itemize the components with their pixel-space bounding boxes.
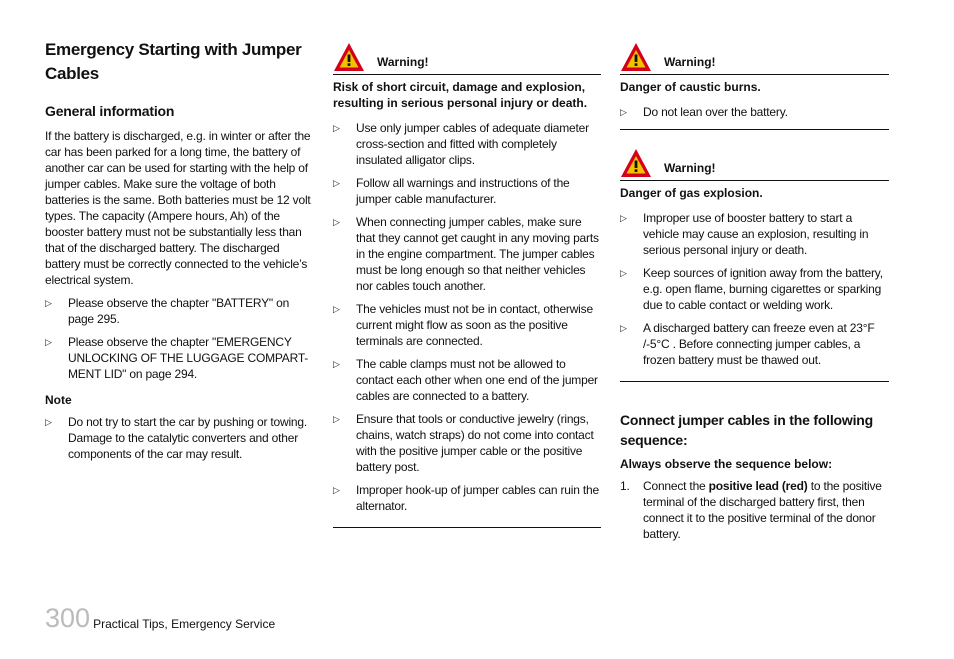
general-info-text: If the battery is discharged, e.g. in winter or after the car has been parked for a long time, the battery of another car can be used for starting with the help of jumper cables. Make sure the voltage of both batteries is the same. Both batteries must be 12 volt types. The capacity (Ampere hours, Ah) of the booster battery must not be substantially less than that of the discharged battery. The discharged battery must be correctly connected to the vehicle’s electrical system. xyxy=(45,129,311,287)
warning-item-text: Ensure that tools or conductive jewelry (rings, chains, watch straps) do not come into contact with the positive jumper cable or the positive battery post. xyxy=(356,412,594,474)
warning-item-text: The vehicles must not be in contact, otherwise current might flow as soon as the positive terminals are connected. xyxy=(356,302,593,348)
warning-list xyxy=(333,120,601,528)
list-item xyxy=(620,210,889,258)
reference-text: Please observe the chapter "BATTERY" on page 295. xyxy=(68,296,290,326)
general-info-heading: General information xyxy=(45,103,175,119)
reference-text: Please observe the chapter "EMERGENCY UNLOCKING OF THE LUGGAGE COMPART-MENT LID" on page 294. xyxy=(68,335,309,381)
warning-subtitle: Danger of caustic burns. xyxy=(620,80,761,94)
reference-list xyxy=(45,295,315,382)
triangle-right-icon: ▷ xyxy=(333,217,340,227)
triangle-right-icon: ▷ xyxy=(333,178,340,188)
warning-item-text: When connecting jumper cables, make sure that they cannot get caught in any moving parts in the engine compartment. The jumper cables must be long enough so that neither vehicles nor cables touch another. xyxy=(356,215,599,293)
warning-header xyxy=(620,38,889,75)
warning-header xyxy=(620,144,889,181)
warning-triangle-icon xyxy=(333,42,365,72)
warning-label: Warning! xyxy=(377,55,429,69)
list-item xyxy=(333,120,601,168)
warning-list xyxy=(620,210,889,382)
list-item xyxy=(620,265,889,313)
warning-item-text: Do not lean over the battery. xyxy=(643,105,788,119)
triangle-right-icon: ▷ xyxy=(45,337,52,347)
warning-item-text: Improper hook-up of jumper cables can ruin the alternator. xyxy=(356,483,599,513)
list-item xyxy=(333,356,601,404)
sequence-list xyxy=(620,478,889,542)
list-item xyxy=(45,295,315,327)
triangle-right-icon: ▷ xyxy=(333,485,340,495)
step-text-bold: positive lead (red) xyxy=(708,479,808,493)
list-item xyxy=(45,334,315,382)
note-list xyxy=(45,414,315,462)
warning-label: Warning! xyxy=(664,161,716,175)
column-warning-short-circuit xyxy=(333,38,601,528)
warning-item-text: Follow all warnings and instructions of the jumper cable manufacturer. xyxy=(356,176,570,206)
list-item xyxy=(333,482,601,514)
sequence-subheading: Always observe the sequence below: xyxy=(620,457,833,471)
list-item xyxy=(333,411,601,475)
list-item xyxy=(620,320,889,368)
note-text: Do not try to start the car by pushing or towing. Damage to the catalytic converters and other components of the car may result. xyxy=(68,415,307,461)
list-item xyxy=(333,175,601,207)
triangle-right-icon: ▷ xyxy=(333,359,340,369)
list-item xyxy=(620,104,889,120)
sequence-heading: Connect jumper cables in the following sequence: xyxy=(620,412,873,448)
warning-item-text: Improper use of booster battery to start a vehicle may cause an explosion, resulting in serious personal injury or death. xyxy=(643,211,869,257)
note-heading: Note xyxy=(45,393,72,407)
step-number: 1. xyxy=(620,479,630,493)
warning-triangle-icon xyxy=(620,42,652,72)
warning-item-text: Keep sources of ignition away from the battery, e.g. open flame, burning cigarettes or sparking due to cable contact or welding work. xyxy=(643,266,883,312)
triangle-right-icon: ▷ xyxy=(620,213,627,223)
page-title: Emergency Starting with Jumper Cables xyxy=(45,40,302,83)
warning-subtitle: Danger of gas explosion. xyxy=(620,186,763,200)
triangle-right-icon: ▷ xyxy=(45,298,52,308)
step-text-post: to the positive terminal of the discharged battery first, then connect it to the positive terminal of the donor battery. xyxy=(643,479,882,541)
list-item xyxy=(45,414,315,462)
triangle-right-icon: ▷ xyxy=(620,323,627,333)
triangle-right-icon: ▷ xyxy=(620,268,627,278)
triangle-right-icon: ▷ xyxy=(333,123,340,133)
triangle-right-icon: ▷ xyxy=(333,414,340,424)
list-item xyxy=(333,214,601,294)
warning-label: Warning! xyxy=(664,55,716,69)
section-name: Practical Tips, Emergency Service xyxy=(93,617,276,631)
step-text-pre: Connect the xyxy=(643,479,709,493)
page-number: 300 xyxy=(45,603,91,633)
page-footer xyxy=(45,603,275,633)
warning-subtitle: Risk of short circuit, damage and explosion, resulting in serious personal injury or death. xyxy=(333,80,588,110)
warning-item-text: A discharged battery can freeze even at 23°F /-5°C . Before connecting jumper cables, a frozen battery must be thawed out. xyxy=(643,321,875,367)
warning-triangle-icon xyxy=(620,148,652,178)
triangle-right-icon: ▷ xyxy=(333,304,340,314)
list-item xyxy=(333,301,601,349)
column-general xyxy=(45,38,315,469)
warning-item-text: Use only jumper cables of adequate diameter cross-section and fitted with completely insulated alligator clips. xyxy=(356,121,589,167)
list-item xyxy=(620,478,889,542)
column-battery-warnings xyxy=(620,38,889,542)
warning-list xyxy=(620,104,889,130)
triangle-right-icon: ▷ xyxy=(620,107,627,117)
triangle-right-icon: ▷ xyxy=(45,417,52,427)
warning-item-text: The cable clamps must not be allowed to contact each other when one end of the jumper cables are connected to a battery. xyxy=(356,357,598,403)
warning-header xyxy=(333,38,601,75)
